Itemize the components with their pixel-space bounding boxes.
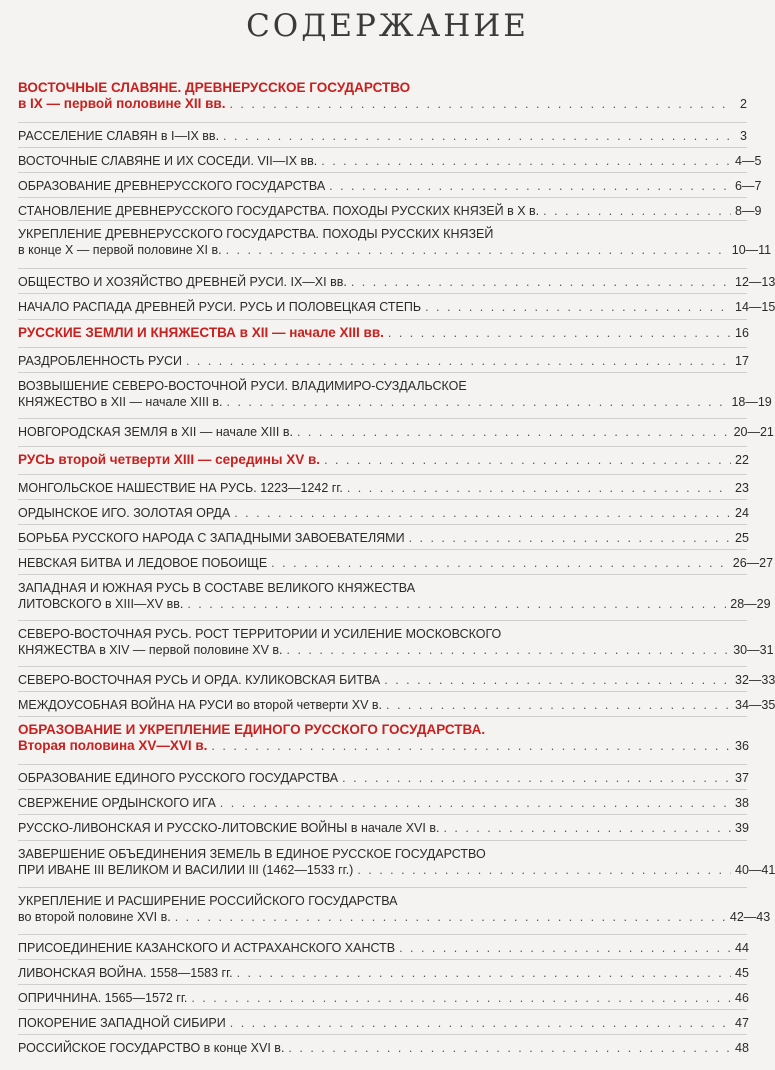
toc-item[interactable] [18,299,775,315]
toc-item[interactable] [18,555,774,571]
page-number: 17 [735,354,749,368]
entry-title: ОБРАЗОВАНИЕ ЕДИНОГО РУССКОГО ГОСУДАРСТВА [18,771,339,785]
dot-leader [211,738,731,754]
toc-item[interactable] [18,846,775,878]
page-number: 22 [735,453,749,467]
entry-divider [18,959,747,960]
entry-title: в IX — первой половине XII вв. [18,96,226,111]
page-number: 18—19 [731,395,772,409]
page-number: 23 [735,481,749,495]
toc-section[interactable] [18,325,747,341]
entry-divider [18,887,747,888]
toc-item[interactable] [18,128,747,144]
page-title: СОДЕРЖАНИЕ [246,8,529,44]
dot-leader [357,862,731,878]
toc-item[interactable] [18,378,772,410]
toc-item[interactable] [18,580,771,612]
entry-divider [18,347,747,348]
dot-leader [220,795,731,811]
page-number: 25 [735,531,749,545]
toc-item[interactable] [18,505,747,521]
page-number: 42—43 [729,910,771,924]
page-number: 39 [735,821,749,835]
toc-item[interactable] [18,226,772,258]
dot-leader [543,203,731,219]
entry-title: КНЯЖЕСТВА в XIV — первой половине XV в. [18,643,283,657]
toc-item[interactable] [18,820,747,836]
toc-section[interactable] [18,722,747,754]
entry-divider [18,122,747,123]
toc-item[interactable] [18,178,762,194]
entry-divider [18,220,747,221]
toc-item[interactable] [18,424,774,440]
dot-leader [388,325,731,341]
entry-title-line1: УКРЕПЛЕНИЕ ДРЕВНЕРУССКОГО ГОСУДАРСТВА. ПОХОДЫ РУССКИХ КНЯЗЕЙ [18,227,494,241]
page-number: 6—7 [735,179,762,193]
dot-leader [329,178,731,194]
toc-item[interactable] [18,274,775,290]
entry-title: НОВГОРОДСКАЯ ЗЕМЛЯ в XII — начале XIII в. [18,425,293,439]
entry-title-line1: ЗАПАДНАЯ И ЮЖНАЯ РУСЬ В СОСТАВЕ ВЕЛИКОГО КНЯЖЕСТВА [18,581,416,595]
toc-item[interactable] [18,940,747,956]
entry-divider [18,147,747,148]
entry-title-line1: ОБРАЗОВАНИЕ И УКРЕПЛЕНИЕ ЕДИНОГО РУССКОГО ГОСУДАРСТВА. [18,722,486,737]
entry-title: РОССИЙСКОЕ ГОСУДАРСТВО в конце XVI в. [18,1041,285,1055]
entry-divider [18,840,747,841]
entry-title: ВОСТОЧНЫЕ СЛАВЯНЕ И ИХ СОСЕДИ. VII—IX вв. [18,154,318,168]
dot-leader [229,96,731,112]
entry-divider [18,474,747,475]
entry-title: НЕВСКАЯ БИТВА И ЛЕДОВОЕ ПОБОИЩЕ [18,556,268,570]
entry-title-line1: ВОЗВЫШЕНИЕ СЕВЕРО-ВОСТОЧНОЙ РУСИ. ВЛАДИМИРО-СУЗДАЛЬСКОЕ [18,379,467,393]
entry-title: Вторая половина XV—XVI в. [18,738,208,753]
entry-divider [18,934,747,935]
entry-title: СЕВЕРО-ВОСТОЧНАЯ РУСЬ И ОРДА. КУЛИКОВСКАЯ БИТВА [18,673,381,687]
entry-divider [18,293,747,294]
dot-leader [297,424,730,440]
page-number: 38 [735,796,749,810]
page-number: 37 [735,771,749,785]
dot-leader [351,274,731,290]
entry-divider [18,446,747,447]
dot-leader [230,1015,731,1031]
dot-leader [409,530,731,546]
dot-leader [386,697,731,713]
dot-leader [186,353,731,369]
dot-leader [288,1040,731,1056]
entry-title: МОНГОЛЬСКОЕ НАШЕСТВИЕ НА РУСЬ. 1223—1242 гг. [18,481,343,495]
page-number: 10—11 [731,243,772,257]
entry-divider [18,691,747,692]
entry-title: НАЧАЛО РАСПАДА ДРЕВНЕЙ РУСИ. РУСЬ И ПОЛОВЕЦКАЯ СТЕПЬ [18,300,422,314]
dot-leader [324,452,731,468]
entry-title: КНЯЖЕСТВО в XII — начале XIII в. [18,395,223,409]
page-number: 20—21 [733,425,774,439]
entry-title: во второй половине XVI в. [18,910,171,924]
entry-divider [18,418,747,419]
page-number: 4—5 [735,154,762,168]
toc-item[interactable] [18,672,775,688]
toc-item[interactable] [18,203,762,219]
entry-divider [18,764,747,765]
entry-divider [18,814,747,815]
toc-item[interactable] [18,795,747,811]
entry-divider [18,172,747,173]
page-number: 48 [735,1041,749,1055]
entry-title: ОБЩЕСТВО И ХОЗЯЙСТВО ДРЕВНЕЙ РУСИ. IX—XI вв. [18,275,347,289]
page-number: 2 [740,97,747,111]
entry-title: ЛИВОНСКАЯ ВОЙНА. 1558—1583 гг. [18,966,233,980]
entry-title: ОБРАЗОВАНИЕ ДРЕВНЕРУССКОГО ГОСУДАРСТВА [18,179,326,193]
entry-divider [18,1009,747,1010]
entry-title: РУСЬ второй четверти XIII — середины XV в. [18,452,321,467]
dot-leader [399,940,731,956]
toc-item[interactable] [18,893,771,925]
dot-leader [425,299,731,315]
entry-divider [18,319,747,320]
entry-divider [18,268,747,269]
toc-item[interactable] [18,770,747,786]
entry-divider [18,524,747,525]
toc-item[interactable] [18,965,747,981]
toc-item[interactable] [18,990,747,1006]
page-number: 34—35 [735,698,775,712]
entry-title: РАССЕЛЕНИЕ СЛАВЯН в I—IX вв. [18,129,220,143]
page-number: 28—29 [730,597,771,611]
entry-title-line1: УКРЕПЛЕНИЕ И РАСШИРЕНИЕ РОССИЙСКОГО ГОСУДАРСТВА [18,894,398,908]
toc-item[interactable] [18,530,747,546]
dot-leader [342,770,731,786]
dot-leader [287,642,730,658]
dot-leader [227,394,728,410]
entry-title: СВЕРЖЕНИЕ ОРДЫНСКОГО ИГА [18,796,216,810]
dot-leader [191,990,731,1006]
entry-divider [18,984,747,985]
entry-divider [18,499,747,500]
toc-item[interactable] [18,1015,747,1031]
entry-title: ПРИСОЕДИНЕНИЕ КАЗАНСКОГО И АСТРАХАНСКОГО ХАНСТВ [18,941,396,955]
page-number: 3 [740,129,747,143]
entry-title: РАЗДРОБЛЕННОСТЬ РУСИ [18,354,182,368]
entry-title: РУССКО-ЛИВОНСКАЯ И РУССКО-ЛИТОВСКИЕ ВОЙНЫ в начале XVI в. [18,821,440,835]
entry-title: ЛИТОВСКОГО в XIII—XV вв. [18,597,184,611]
toc-section[interactable] [18,80,747,112]
dot-leader [187,596,726,612]
entry-divider [18,574,747,575]
page-number: 36 [735,739,749,753]
dot-leader [226,242,728,258]
entry-divider [18,372,747,373]
entry-title: ПОКОРЕНИЕ ЗАПАДНОЙ СИБИРИ [18,1016,226,1030]
entry-divider [18,1034,747,1035]
page-number: 12—13 [735,275,775,289]
page-number: 24 [735,506,749,520]
entry-divider [18,789,747,790]
entry-title: ПРИ ИВАНЕ III ВЕЛИКОМ И ВАСИЛИИ III (1462—1533 гг.) [18,863,354,877]
page-number: 44 [735,941,749,955]
entry-title: МЕЖДОУСОБНАЯ ВОЙНА НА РУСИ во второй четверти XV в. [18,698,383,712]
page-number: 16 [735,326,749,340]
dot-leader [234,505,731,521]
entry-divider [18,620,747,621]
dot-leader [223,128,731,144]
dot-leader [237,965,731,981]
toc-section[interactable] [18,452,747,468]
entry-title: ОРДЫНСКОЕ ИГО. ЗОЛОТАЯ ОРДА [18,506,231,520]
entry-divider [18,666,747,667]
entry-divider [18,549,747,550]
entry-title: СТАНОВЛЕНИЕ ДРЕВНЕРУССКОГО ГОСУДАРСТВА. ПОХОДЫ РУССКИХ КНЯЗЕЙ в X в. [18,204,540,218]
page-number: 32—33 [735,673,775,687]
page-number: 14—15 [735,300,775,314]
entry-title-line1: СЕВЕРО-ВОСТОЧНАЯ РУСЬ. РОСТ ТЕРРИТОРИИ И УСИЛЕНИЕ МОСКОВСКОГО [18,627,502,641]
toc-item[interactable] [18,480,747,496]
dot-leader [175,909,726,925]
entry-divider [18,197,747,198]
entry-title: ОПРИЧНИНА. 1565—1572 гг. [18,991,188,1005]
page-number: 40—41 [735,863,775,877]
entry-title: в конце X — первой половине XI в. [18,243,222,257]
entry-title: РУССКИЕ ЗЕМЛИ И КНЯЖЕСТВА в XII — начале XIII вв. [18,325,384,340]
toc-item[interactable] [18,353,747,369]
page-number: 30—31 [733,643,774,657]
dot-leader [384,672,731,688]
page-number: 46 [735,991,749,1005]
toc-item[interactable] [18,1040,747,1056]
toc-item[interactable] [18,626,774,658]
dot-leader [321,153,731,169]
toc-item[interactable] [18,697,775,713]
dot-leader [347,480,731,496]
page-number: 45 [735,966,749,980]
entry-title-line1: ВОСТОЧНЫЕ СЛАВЯНЕ. ДРЕВНЕРУССКОЕ ГОСУДАРСТВО [18,80,411,95]
entry-title-line1: ЗАВЕРШЕНИЕ ОБЪЕДИНЕНИЯ ЗЕМЕЛЬ В ЕДИНОЕ РУССКОЕ ГОСУДАРСТВО [18,847,486,861]
toc-item[interactable] [18,153,762,169]
page-number: 8—9 [735,204,762,218]
page-number: 47 [735,1016,749,1030]
page-number: 26—27 [732,556,774,570]
dot-leader [443,820,731,836]
dot-leader [271,555,729,571]
entry-title: БОРЬБА РУССКОГО НАРОДА С ЗАПАДНЫМИ ЗАВОЕВАТЕЛЯМИ [18,531,405,545]
entry-divider [18,716,747,717]
